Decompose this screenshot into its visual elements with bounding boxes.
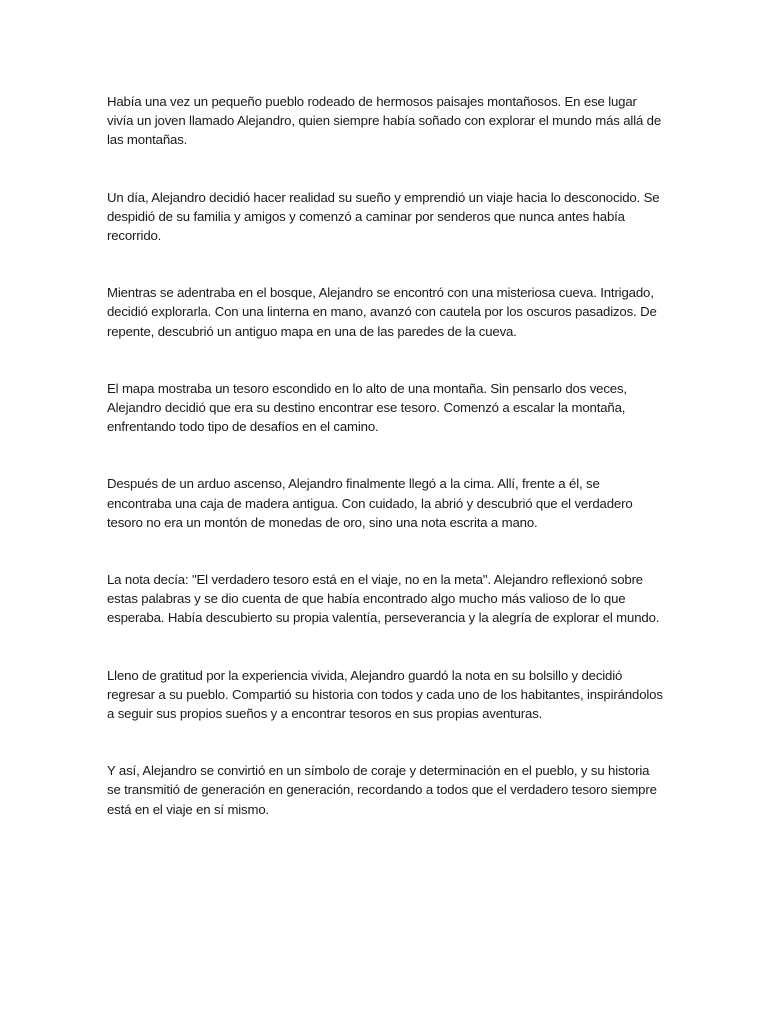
paragraph-7: Lleno de gratitud por la experiencia vivida, Alejandro guardó la nota en su bolsillo y decidió regresar a su pueblo. Compartió su historia con todos y cada uno de los habitantes, inspirándolos a seguir sus propios sueños y a encontrar tesoros en sus propias aventuras. (107, 667, 663, 722)
document-body (107, 92, 663, 857)
paragraph-5: Después de un arduo ascenso, Alejandro finalmente llegó a la cima. Allí, frente a él, se encontraba una caja de madera antigua. Con cuidado, la abrió y descubrió que el verdadero tesoro no era un montón de monedas de oro, sino una nota escrita a mano. (107, 476, 633, 530)
paragraph-8: Y así, Alejandro se convirtió en un símbolo de coraje y determinación en el pueblo, y su historia se transmitió de generación en generación, recordando a todos que el verdadero tesoro siempre está en el viaje en sí mismo. (107, 763, 657, 817)
paragraph-2: Un día, Alejandro decidió hacer realidad su sueño y emprendió un viaje hacia lo desconocido. Se despidió de su familia y amigos y comenzó a caminar por senderos que nunca antes había recorrido. (107, 189, 660, 244)
paragraph-4: El mapa mostraba un tesoro escondido en lo alto de una montaña. Sin pensarlo dos veces, Alejandro decidió que era su destino encontrar ese tesoro. Comenzó a escalar la montaña, enfrentando todo tipo de desafíos en el camino. (107, 380, 627, 435)
paragraph-3: Mientras se adentraba en el bosque, Alejandro se encontró con una misteriosa cueva. Intrigado, decidió explorarla. Con una linterna en mano, avanzó con cautela por los oscuros pasadizos. De repente, descubrió un antiguo mapa en una de las paredes de la cueva. (107, 285, 657, 339)
paragraph-6: La nota decía: "El verdadero tesoro está en el viaje, no en la meta". Alejandro reflexionó sobre estas palabras y se dio cuenta de que había encontrado algo mucho más valioso de lo que esperaba. Había descubierto su propia valentía, perseverancia y la alegría de explorar el mundo. (107, 572, 660, 626)
paragraph-1: Había una vez un pequeño pueblo rodeado de hermosos paisajes montañosos. En ese lugar vivía un joven llamado Alejandro, quien siempre había soñado con explorar el mundo más allá de las montañas. (107, 94, 662, 148)
